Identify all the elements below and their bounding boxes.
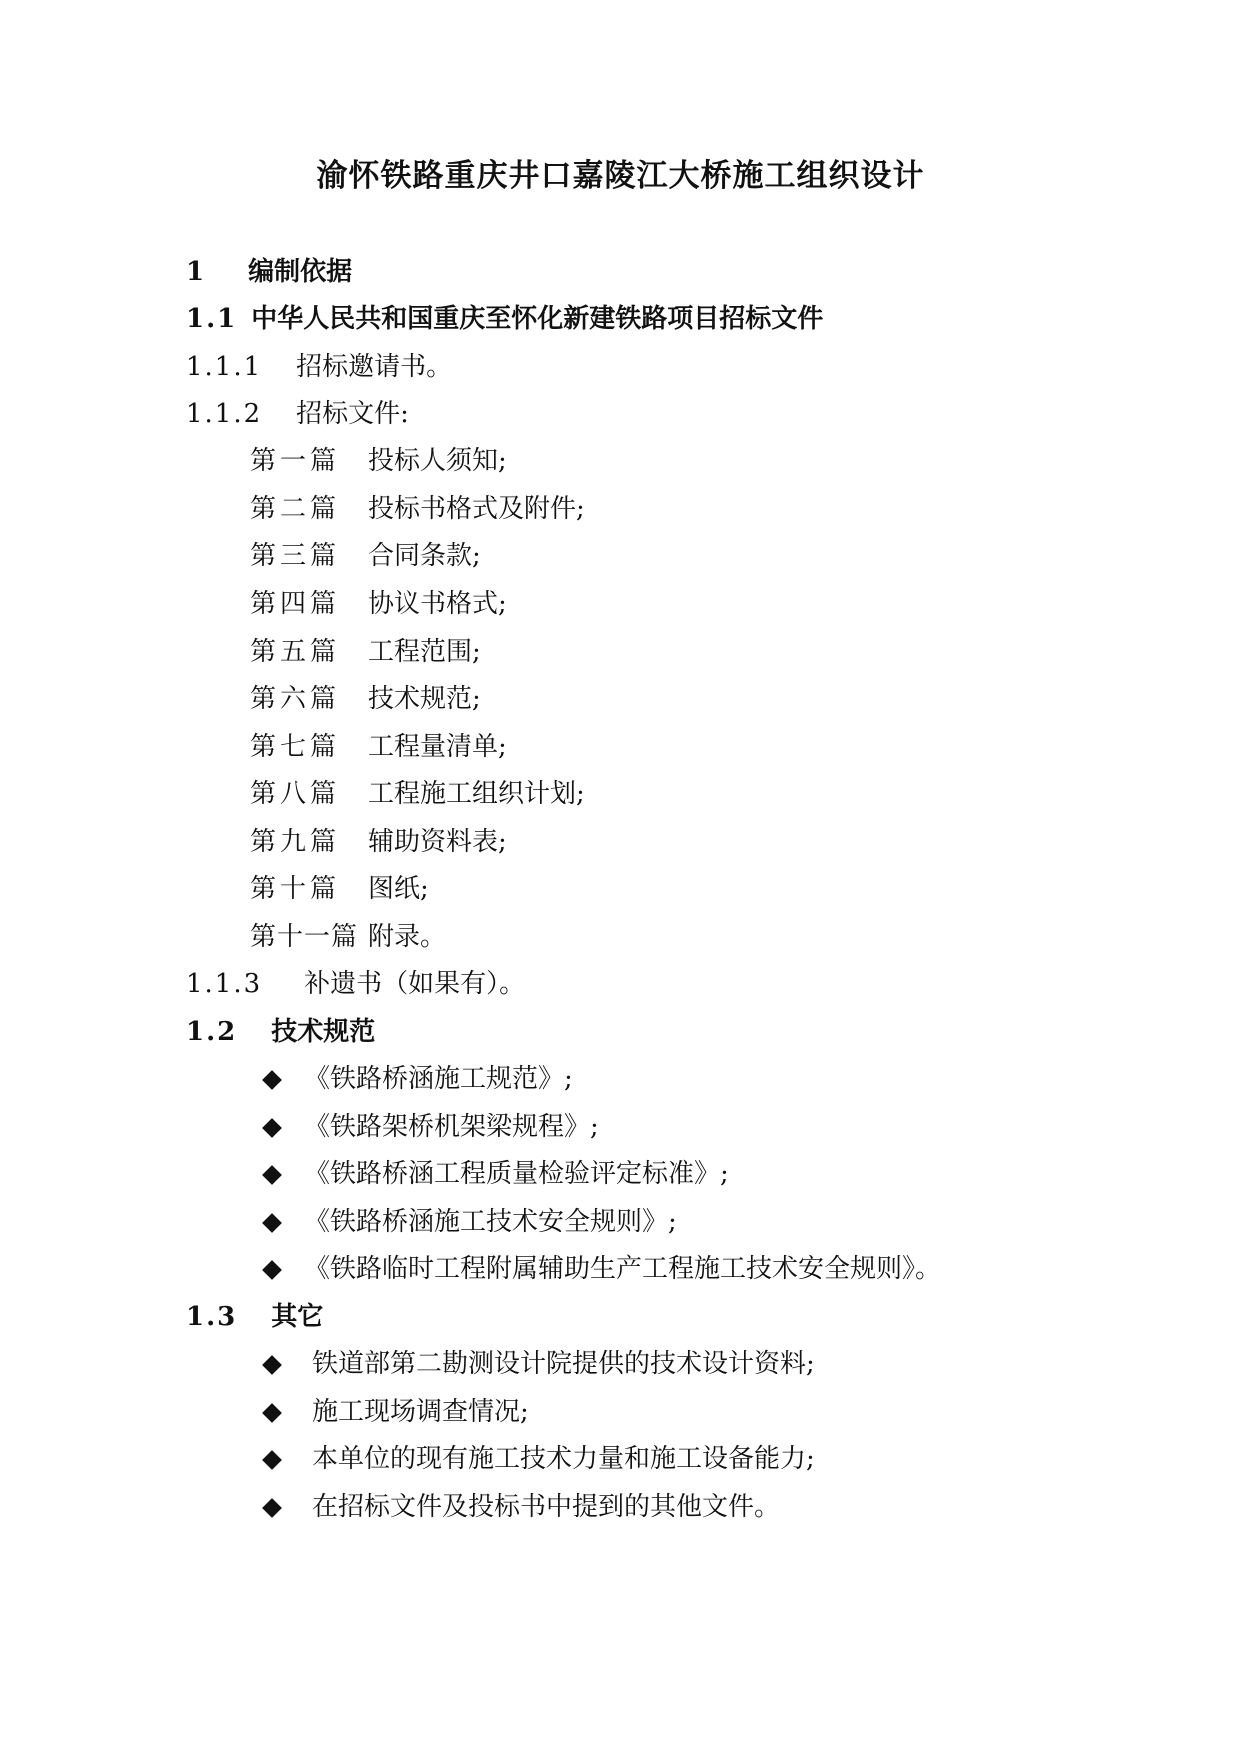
item-number: 1.1.1	[186, 352, 263, 382]
diamond-bullet-icon	[262, 1070, 282, 1090]
section-heading-1-2	[186, 1014, 375, 1050]
section-number: 1	[186, 257, 207, 287]
diamond-bullet-icon	[262, 1498, 282, 1518]
section-number: 1.2	[186, 1017, 238, 1047]
spec-item: 《铁路临时工程附属辅助生产工程施工技术安全规则》。	[262, 1251, 941, 1287]
subitem-1-1-2	[186, 396, 409, 432]
item-number: 1.1.2	[186, 399, 263, 429]
item-label: 招标邀请书。	[296, 352, 453, 382]
item-label: 补遗书（如果有）。	[304, 969, 526, 999]
other-item: 铁道部第二勘测设计院提供的技术设计资料;	[262, 1346, 815, 1382]
subitem-1-1-1	[186, 349, 452, 385]
part-item: 第十篇 图纸;	[250, 874, 429, 904]
item-number: 1.1.3	[186, 969, 263, 999]
part-item: 第八篇 工程施工组织计划;	[250, 779, 585, 809]
spec-item: 《铁路桥涵工程质量检验评定标准》;	[262, 1156, 729, 1192]
section-number: 1.3	[186, 1302, 238, 1332]
part-item: 第四篇 协议书格式;	[250, 589, 507, 619]
document-title: 渝怀铁路重庆井口嘉陵江大桥施工组织设计	[316, 158, 925, 194]
other-item: 在招标文件及投标书中提到的其他文件。	[262, 1489, 780, 1525]
section-label: 其它	[271, 1302, 324, 1332]
diamond-bullet-icon	[262, 1165, 282, 1185]
spec-item: 《铁路桥涵施工规范》;	[262, 1061, 573, 1097]
spec-item: 《铁路桥涵施工技术安全规则》;	[262, 1204, 677, 1240]
spec-item: 《铁路架桥机架梁规程》;	[262, 1109, 599, 1145]
part-item: 第九篇 辅助资料表;	[250, 827, 507, 857]
diamond-bullet-icon	[262, 1260, 282, 1280]
diamond-bullet-icon	[262, 1118, 282, 1138]
section-label: 技术规范	[271, 1017, 376, 1047]
part-item: 第三篇 合同条款;	[250, 541, 481, 571]
item-label: 招标文件:	[296, 399, 409, 429]
part-item: 第十一篇 附录。	[250, 922, 447, 952]
section-heading-1-1	[186, 301, 823, 337]
part-item: 第一篇 投标人须知;	[250, 446, 507, 476]
section-heading-1-3	[186, 1299, 323, 1335]
diamond-bullet-icon	[262, 1403, 282, 1423]
section-label: 编制依据	[248, 257, 353, 287]
part-item: 第五篇 工程范围;	[250, 637, 481, 667]
part-item: 第七篇 工程量清单;	[250, 732, 507, 762]
diamond-bullet-icon	[262, 1213, 282, 1233]
diamond-bullet-icon	[262, 1355, 282, 1375]
diamond-bullet-icon	[262, 1450, 282, 1470]
other-item: 本单位的现有施工技术力量和施工设备能力;	[262, 1441, 815, 1477]
part-item: 第二篇 投标书格式及附件;	[250, 494, 585, 524]
section-label: 中华人民共和国重庆至怀化新建铁路项目招标文件	[251, 304, 824, 334]
section-heading-1	[186, 254, 352, 290]
subitem-1-1-3	[186, 966, 525, 1002]
section-number: 1.1	[186, 304, 238, 334]
part-item: 第六篇 技术规范;	[250, 684, 481, 714]
other-item: 施工现场调查情况;	[262, 1394, 529, 1430]
